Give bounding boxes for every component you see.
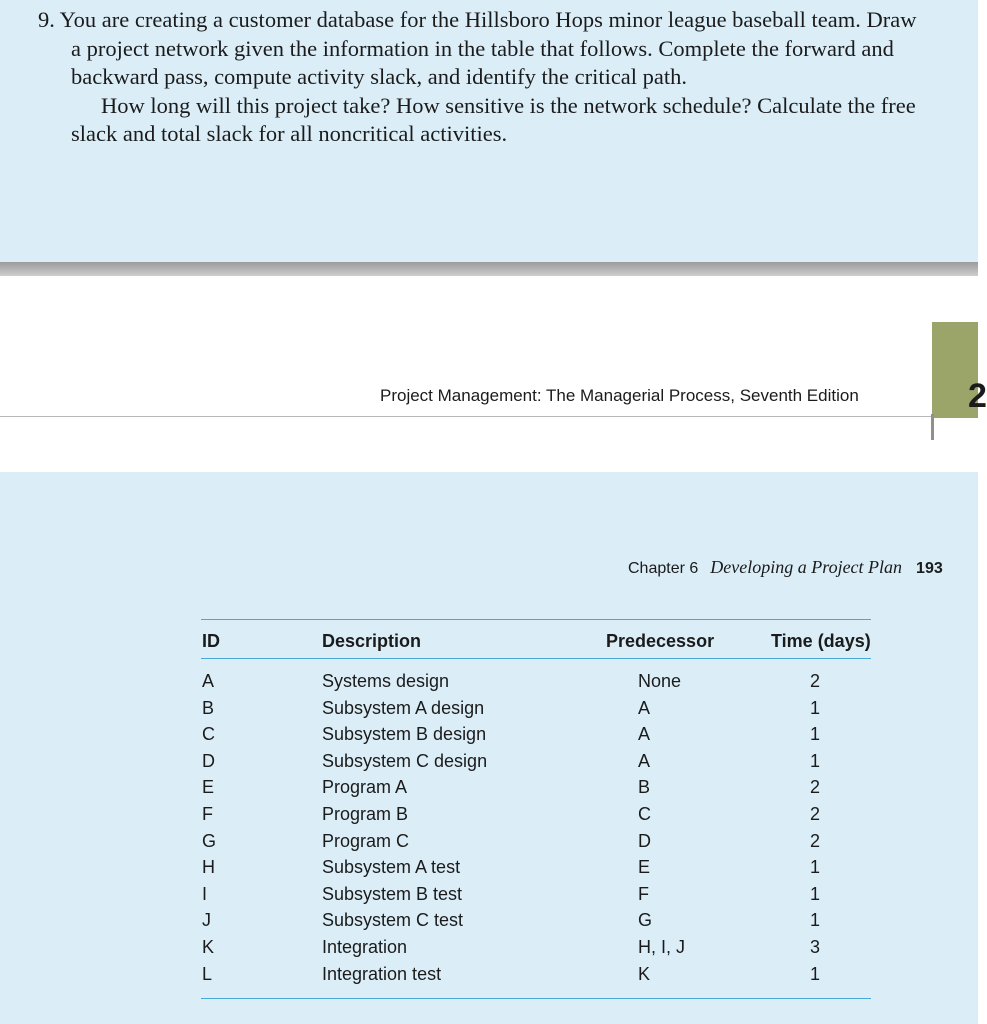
cell-id: C [202,724,215,745]
cell-id: K [202,936,215,957]
cell-predecessor: F [638,883,649,904]
cell-time: 2 [809,777,820,798]
cell-predecessor: C [638,803,651,824]
cell-id: B [202,697,215,718]
table-row [0,748,978,775]
cell-predecessor: K [638,963,651,984]
table-row [0,774,978,801]
cell-predecessor: E [638,857,651,878]
problem-paragraph-1: 9. You are creating a customer database for the Hillsboro Hops minor league baseball team. Draw a project network given the information in the table that follows. Complete the forward and backward pass, compute activity slack, and identify the critical path. [38,7,917,90]
cell-time: 1 [809,697,820,718]
cell-description: Subsystem A test [322,857,461,878]
cell-time: 1 [809,857,820,878]
table-row [0,854,978,881]
chapter-tab-number: 2 [968,377,987,415]
cell-time: 2 [809,830,820,851]
cell-time: 1 [809,963,820,984]
cell-id: F [202,803,213,824]
cell-id: L [202,963,213,984]
cell-predecessor: B [638,777,651,798]
cell-predecessor: None [638,671,682,691]
book-title-header: Project Management: The Managerial Process, Seventh Edition [380,386,859,405]
problem-statement [38,6,928,149]
cell-time: 2 [809,671,820,691]
cell-predecessor: H, I, J [638,936,686,957]
cell-time: 1 [809,724,820,745]
cell-description: Integration test [322,963,442,984]
cell-description: Program A [322,777,408,798]
running-head [628,557,943,578]
cell-description: Subsystem B design [322,724,487,745]
cell-id: A [202,671,215,691]
column-header-description: Description [322,631,422,651]
page-number: 193 [916,560,943,577]
cell-id: H [202,857,215,878]
column-header-id: ID [202,631,220,651]
table-header-rule [201,658,871,659]
table-bottom-rule [201,998,871,999]
cell-id: E [202,777,215,798]
tab-stem [931,414,934,440]
table-row [0,828,978,855]
cell-time: 2 [809,803,820,824]
table-row [0,934,978,961]
table-row [0,695,978,722]
cell-time: 1 [809,883,820,904]
cell-id: I [202,883,208,904]
problem-block [0,0,978,262]
cell-time: 3 [809,936,820,957]
cell-predecessor: A [638,724,651,745]
table-row [0,801,978,828]
table-row [0,961,978,988]
cell-description: Subsystem B test [322,883,463,904]
cell-description: Subsystem A design [322,697,485,718]
cell-predecessor: D [638,830,651,851]
cell-predecessor: A [638,697,651,718]
page-separator [0,262,978,276]
cell-predecessor: A [638,750,651,771]
cell-id: J [202,910,211,931]
cell-description: Systems design [322,671,450,691]
table-top-rule [201,619,871,620]
cell-predecessor: G [638,910,653,931]
problem-paragraph-2: How long will this project take? How sensitive is the network schedule? Calculate the free slack and total slack for all noncritical activities. [71,92,916,147]
cell-id: G [202,830,217,851]
table-row [0,881,978,908]
cell-time: 1 [809,750,820,771]
table-row [0,721,978,748]
running-head-title: Developing a Project Plan [710,557,903,577]
activity-table-body [0,668,978,987]
cell-time: 1 [809,910,820,931]
running-head-chapter: Chapter 6 [628,560,699,577]
column-header-time: Time (days) [771,631,871,651]
cell-description: Program B [322,803,409,824]
header-rule [0,416,932,417]
cell-description: Integration [322,936,408,957]
cell-description: Program C [322,830,410,851]
cell-description: Subsystem C test [322,910,464,931]
cell-id: D [202,750,215,771]
column-header-predecessor: Predecessor [606,631,715,651]
table-row [0,668,978,695]
cell-description: Subsystem C design [322,750,488,771]
table-row [0,907,978,934]
